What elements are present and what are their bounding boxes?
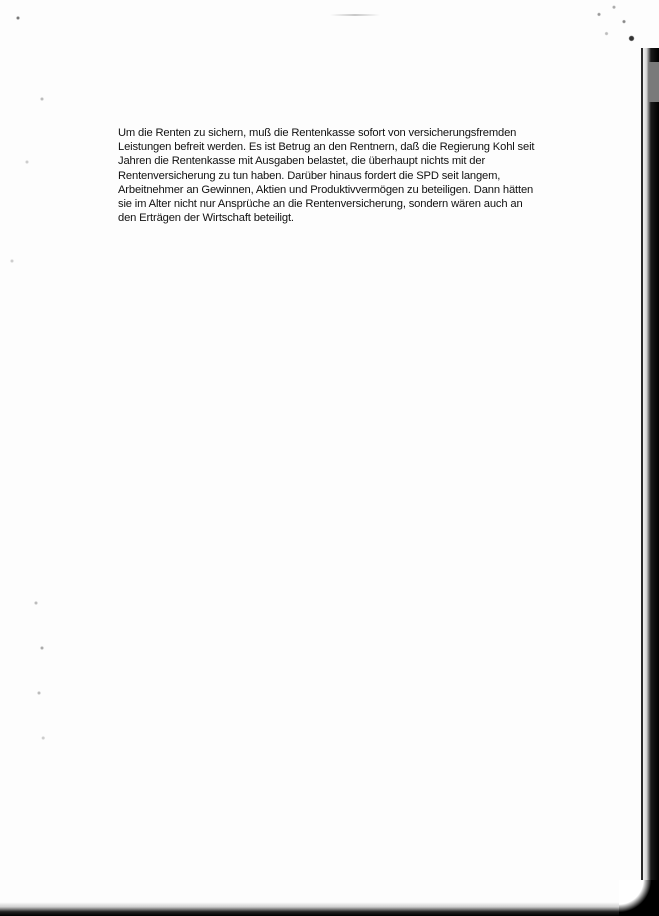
scan-shadow-corner xyxy=(619,880,659,916)
scan-shadow-bottom-edge xyxy=(0,902,659,916)
scan-noise-top-right xyxy=(589,0,639,48)
scan-shadow-right-edge xyxy=(641,48,659,916)
scan-binder-tab xyxy=(649,62,659,102)
scan-page-edge-line xyxy=(641,48,643,888)
scan-smudge-top xyxy=(330,14,380,16)
scan-noise-left-margin xyxy=(0,0,60,900)
body-paragraph: Um die Renten zu sichern, muß die Rentenkasse sofort von versicherungsfremden Leistungen befreit werden. Es ist Betrug an den Rentnern, daß die Regierung Kohl seit Jahren die Rentenkasse mit Ausgaben belastet, die überhaupt nichts mit der Rentenversicherung zu tun haben. Darüber hinaus fordert die SPD seit langem, Arbeitnehmer an Gewinnen, Aktien und Produktivvermögen zu beteiligen. Dann hätten sie im Alter nicht nur Ansprüche an die Rentenversicherung, sondern wären auch an den Erträgen der Wirtschaft beteiligt. xyxy=(118,127,535,225)
